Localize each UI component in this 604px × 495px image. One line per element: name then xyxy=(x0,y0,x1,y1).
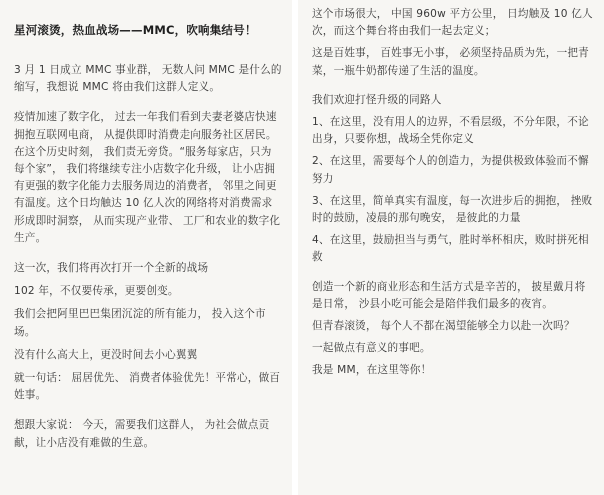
list-item: 1、在这里，没有用人的边界，不看层级，不分年限，不论出身，只要你想，战场全凭你定义 xyxy=(312,116,589,146)
paragraph: 这一次，我们将再次打开一个全新的战场 xyxy=(14,262,209,275)
paragraph: 创造一个新的商业形态和生活方式是辛苦的， 披星戴月将是日常， 沙县小吃可能会是陪伴我们最多的夜宵。 xyxy=(312,280,586,310)
paragraph: 一起做点有意义的事吧。 xyxy=(312,342,431,355)
paragraph: 我们欢迎打怪升级的同路人 xyxy=(312,93,442,106)
paragraph: 我是 MM，在这里等你！ xyxy=(312,364,432,377)
list-item: 4、在这里，鼓励担当与勇气，胜时举杯相庆，败时拼死相救 xyxy=(312,234,589,264)
paragraph: 疫情加速了数字化， 过去一年我们看到夫妻老婆店快速拥抱互联网电商， 从提供即时消费走向服务社区居民。在这个历史时刻， 我们责无旁贷。“服务每家店，只为每个家”， 我们将继续专注小店数字化升级， 让小店拥有更强的数字化能力去服务周边的消费者， 邻里之间更有温度。这个日均触达 10 亿人次的网络将对消费需求形成即时洞察， 从而实现产业带、 工厂和农业的数字化生产。 xyxy=(14,111,281,244)
paragraph: 就一句话： 屈居优先、 消费者体验优先！平常心，做百姓事。 xyxy=(14,372,281,402)
paragraph: 3 月 1 日成立 MMC 事业群， 无数人问 MMC 是什么的缩写，我想说 MMC 将由我们这群人定义。 xyxy=(14,64,282,94)
paragraph: 但青春滚烫， 每个人不都在渴望能够全力以赴一次吗？ xyxy=(312,320,575,333)
paragraph: 想跟大家说： 今天，需要我们这群人， 为社会做点贡献，让小店没有难做的生意。 xyxy=(14,419,270,449)
document-title: 星河滚烫，热血战场——MMC，吹响集结号！ xyxy=(14,23,257,37)
left-column xyxy=(0,0,292,495)
paragraph: 没有什么高大上，更没时间去小心翼翼 xyxy=(14,348,198,361)
right-column xyxy=(298,0,604,495)
paragraph: 我们会把阿里巴巴集团沉淀的所有能力， 投入这个市场。 xyxy=(14,308,266,338)
paragraph: 这个市场很大， 中国 960w 平方公里， 日均触及 10 亿人次，而这个舞台将由我们一起去定义； xyxy=(312,8,593,38)
list-item: 3、在这里，简单真实有温度，每一次进步后的拥抱， 挫败时的鼓励，凌晨的那句晚安， 是彼此的力量 xyxy=(312,194,593,225)
paragraph: 这是百姓事， 百姓事无小事， 必须坚持品质为先，一把青菜，一瓶牛奶都传递了生活的温度。 xyxy=(312,47,589,77)
paragraph: 102 年，不仅要传承，更要创变。 xyxy=(14,285,179,298)
list-item: 2、在这里，需要每个人的创造力，为提供极致体验而不懈努力 xyxy=(312,155,589,185)
